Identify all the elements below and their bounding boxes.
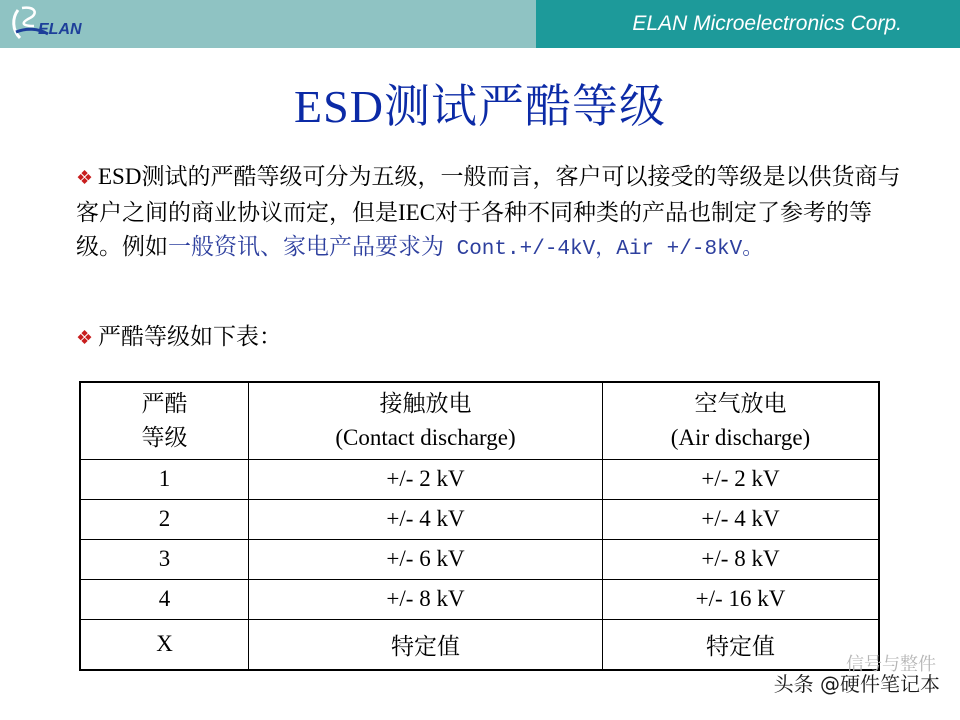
source-watermark: 头条 @硬件笔记本 (773, 672, 940, 696)
cell-air: +/- 8 kV (603, 539, 880, 579)
cell-contact: +/- 8 kV (249, 579, 603, 619)
cell-air: 特定值 (603, 619, 880, 670)
header-air: 空气放电 (Air discharge) (603, 382, 880, 460)
cell-contact: +/- 4 kV (249, 499, 603, 539)
page-title: ESD测试严酷等级 (294, 81, 666, 132)
table-intro-text: 严酷等级如下表： (98, 324, 282, 349)
table-header-row (80, 382, 879, 460)
cell-level: X (80, 619, 249, 670)
intro-paragraph (76, 160, 906, 267)
cell-level: 4 (80, 579, 249, 619)
header-contact: 接触放电 (Contact discharge) (249, 382, 603, 460)
cell-level: 1 (80, 460, 249, 500)
header-level: 严酷 等级 (80, 382, 249, 460)
cell-contact: +/- 2 kV (249, 460, 603, 500)
paragraph-text-2: 一般资讯、家电产品要求为 (168, 234, 444, 259)
company-name: ELAN Microelectronics Corp. (632, 12, 902, 35)
table-row (80, 460, 879, 500)
table-intro (76, 320, 282, 356)
cell-level: 3 (80, 539, 249, 579)
esd-level-table (79, 381, 880, 671)
table-row (80, 579, 879, 619)
paragraph-text-3: Cont.+/-4kV，Air +/-8kV。 (444, 238, 764, 261)
elan-logo (8, 4, 84, 44)
cell-contact: 特定值 (249, 619, 603, 670)
cell-air: +/- 16 kV (603, 579, 880, 619)
cell-air: +/- 4 kV (603, 499, 880, 539)
cell-level: 2 (80, 499, 249, 539)
cell-air: +/- 2 kV (603, 460, 880, 500)
diamond-bullet-icon: ❖ (76, 168, 94, 189)
table-row (80, 539, 879, 579)
paragraph-text-1: ESD测试的严酷等级可分为五级，一般而言，客户可以接受的等级是以供货商与客户之间的商业协议而定，但是IEC对于各种不同种类的产品也制定了参考的等级。例如 (76, 164, 901, 259)
table-row (80, 499, 879, 539)
faint-watermark: 信号与整件 (846, 654, 936, 675)
header-company-band (536, 0, 960, 48)
svg-text:ELAN: ELAN (38, 21, 82, 38)
cell-contact: +/- 6 kV (249, 539, 603, 579)
table-row (80, 619, 879, 670)
diamond-bullet-icon: ❖ (76, 328, 94, 349)
